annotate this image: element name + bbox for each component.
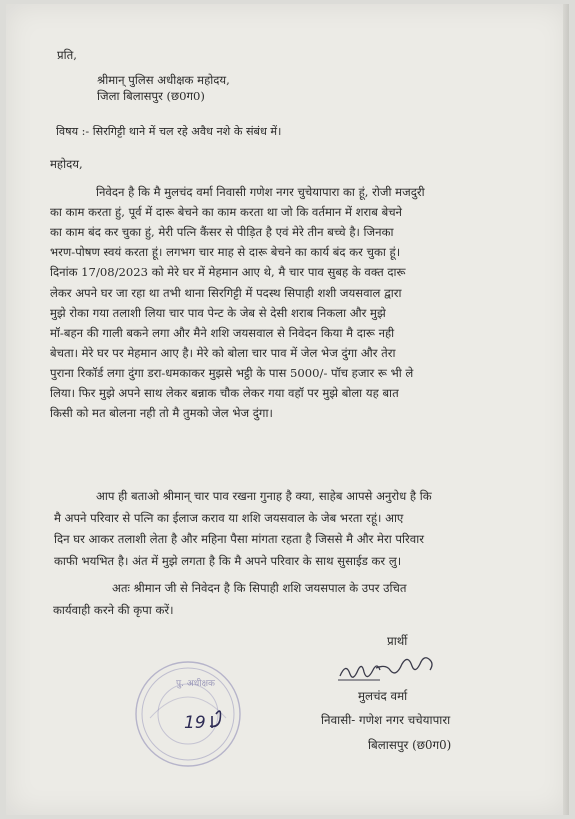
- para1-line: का काम करता हुं, पूर्व में दारू बेचने का काम करता था जो कि वर्तमान में शराब बेचने: [50, 205, 402, 220]
- para3-line: कार्यवाही करने की कृपा करें।: [53, 602, 174, 617]
- addressee-line: श्रीमान् पुलिस अधीक्षक महोदय,: [97, 73, 230, 87]
- official-seal: [130, 656, 250, 776]
- para1-line: निवेदन है कि मै मुलचंद वर्मा निवासी गणेश नगर चुचेयापारा का हूं, रोजी मजदुरी: [96, 185, 425, 199]
- signature: [336, 650, 446, 688]
- para1-line: बेचता। मेरे घर पर मेहमान आए है। मेरे को बोला चार पाव में जेल भेज दुंगा और तेरा: [50, 345, 396, 360]
- para1-line: दिनांक 17/08/2023 को मेरे घर में मेहमान आए थे, मै चार पाव सुबह के वक्त दारू: [50, 265, 406, 280]
- para1-line: लेकर अपने घर जा रहा था तभी थाना सिरगिट्टी में पदस्थ सिपाही शशी जयसवाल द्वारा: [50, 285, 402, 300]
- paper-edge: [563, 4, 569, 815]
- district-line: जिला बिलासपुर (छ0ग0): [97, 89, 205, 103]
- sender-city: बिलासपुर (छ0ग0): [368, 738, 452, 752]
- prarthi-label: प्रार्थी: [387, 634, 408, 648]
- para1-line: का काम बंद कर चुका हुं, मेरी पत्नि कैंसर से पीड़ित है एवं मेरे तीन बच्चे है। जिनका: [50, 225, 394, 240]
- para2-line: दिन घर आकर तलाशी लेता है और महिना पैसा मांगता रहता है जिससे मै और मेरा परिवार: [54, 532, 424, 546]
- para3-line: अतः श्रीमान जी से निवेदन है कि सिपाही शशि जयसपाल के उपर उचित: [112, 581, 407, 595]
- para2-line: मै अपने परिवार से पत्नि का ईलाज कराव या शशि जयसवाल के जेब भरता रहूं। आए: [54, 510, 404, 525]
- seal-number: 19: [184, 713, 206, 733]
- para1-line: पुराना रिकॉर्ड लगा दुंगा डरा-धमकाकर मुझसे भट्ठी के पास 5000/- पॉच हजार रू भी ले: [50, 365, 414, 380]
- letter-page: [6, 4, 569, 815]
- para1-line: भरण-पोषण स्वयं करता हूं। लगभग चार माह से दारू बेचने का कार्य बंद कर चुका हूं।: [50, 245, 401, 260]
- salutation: महोदय,: [50, 157, 83, 171]
- subject-line: विषय :- सिरगिट्टी थाने में चल रहे अवैध नशे के संबंध में।: [56, 125, 282, 138]
- para2-line: आप ही बताओ श्रीमान् चार पाव रखना गुनाह है क्या, साहेब आपसे अनुरोध है कि: [96, 489, 432, 503]
- prati-line: प्रति,: [57, 48, 77, 62]
- seal-text: पु. अधीक्षक: [176, 679, 215, 689]
- sender-residence: निवासी- गणेश नगर चचेयापारा: [321, 713, 451, 727]
- para2-line: काफी भयभित है। अंत में मुझे लगता है कि मै अपने परिवार के साथ सुसाईड कर लु।: [54, 553, 402, 568]
- para1-line: मॉ-बहन की गाली बकने लगा और मैने शशि जयसवाल से निवेदन किया मै दारू नही: [50, 325, 395, 340]
- para1-line: किसी को मत बोलना नही तो मै तुमको जेल भेज दुंगा।: [50, 406, 273, 421]
- sender-name: मुलचंद वर्मा: [358, 689, 408, 703]
- para1-line: लिया। फिर मुझे अपने साथ लेकर बन्नाक चौक लेकर गया वहॉ पर मुझे बोला यह बात: [50, 386, 399, 400]
- para1-line: मुझे रोका गया तलाशी लिया चार पाव पेन्ट के जेब से देसी शराब निकला और मुझे: [50, 305, 386, 320]
